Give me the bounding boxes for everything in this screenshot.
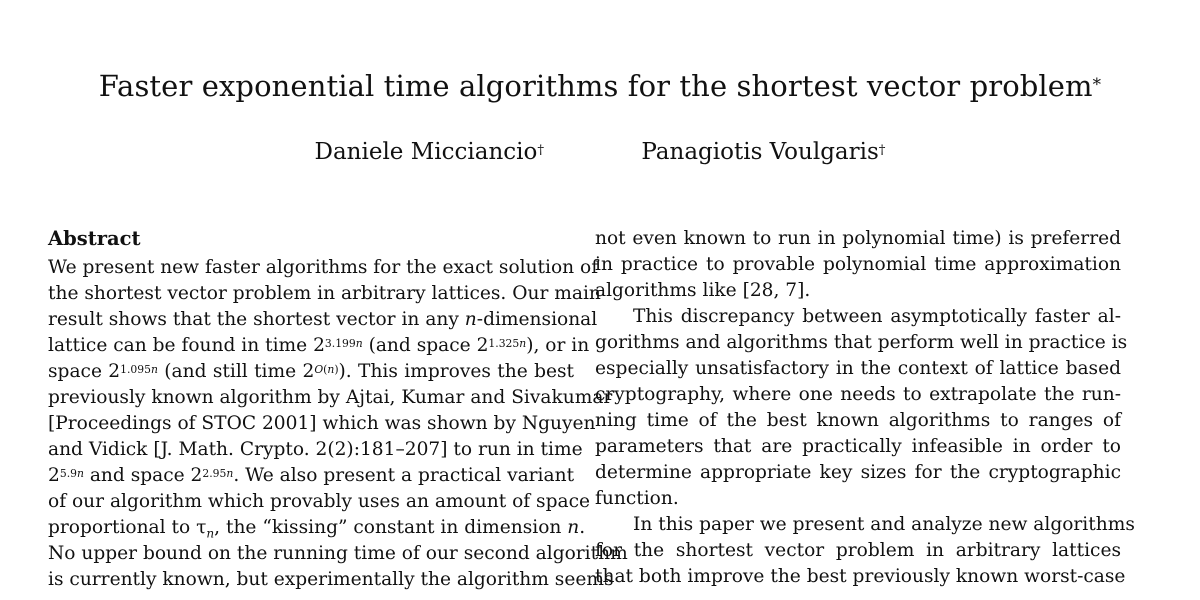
text-line: $2^{5.9n}$ and space $2^{2.95n}$. We also present a practical variant xyxy=(48,465,575,486)
text-line: In this paper we present and analyze new algorithms xyxy=(633,514,1135,535)
text-line: previously known algorithm by Ajtai, Kumar and Sivakumar xyxy=(48,387,613,408)
text-line: This discrepancy between asymptotically faster al- xyxy=(633,306,1121,327)
text-line: function. xyxy=(595,488,679,509)
paper-title xyxy=(0,66,1200,106)
text-line: in practice to provable polynomial time approximation xyxy=(595,254,1121,275)
text-line: algorithms like [28, 7]. xyxy=(595,280,811,301)
text-line: [Proceedings of STOC 2001] which was shown by Nguyen xyxy=(48,413,596,434)
title-footnote-mark: * xyxy=(1092,74,1102,95)
text-line: lattice can be found in time $2^{3.199n}$ (and space $2^{1.325n}$), or in xyxy=(48,335,590,356)
text-line: especially unsatisfactory in the context of lattice based xyxy=(595,358,1121,379)
author-footnote-mark: † xyxy=(878,143,886,159)
text-line: and Vidick [J. Math. Crypto. 2(2):181–207] to run in time xyxy=(48,439,583,460)
text-line: not even known to run in polynomial time) is preferred xyxy=(595,228,1121,249)
text-line: of our algorithm which provably uses an amount of space xyxy=(48,491,591,512)
author-name: Panagiotis Voulgaris xyxy=(641,139,879,165)
text-line: cryptography, where one needs to extrapolate the run- xyxy=(595,384,1121,405)
right-column xyxy=(595,226,1135,590)
text-line: is currently known, but experimentally the algorithm seems xyxy=(48,569,614,590)
introduction-body xyxy=(595,226,1135,590)
text-line: ning time of the best known algorithms to ranges of xyxy=(595,410,1121,431)
author-micciancio xyxy=(315,136,545,168)
author-footnote-mark: † xyxy=(537,143,545,159)
abstract-heading: Abstract xyxy=(48,227,141,250)
left-column xyxy=(48,226,628,593)
paper-title-text: Faster exponential time algorithms for the shortest vector problem xyxy=(98,69,1093,103)
text-line: the shortest vector problem in arbitrary lattices. Our main xyxy=(48,283,601,304)
text-line: space $2^{1.095n}$ (and still time $2^{O(n)}$). This improves the best xyxy=(48,361,574,382)
text-line: determine appropriate key sizes for the cryptographic xyxy=(595,462,1121,483)
text-line: No upper bound on the running time of our second algorithm xyxy=(48,543,628,564)
text-line: result shows that the shortest vector in any n-dimensional xyxy=(48,309,598,330)
author-list xyxy=(0,136,1200,168)
author-name: Daniele Micciancio xyxy=(314,139,538,165)
text-line: that both improve the best previously known worst-case xyxy=(595,566,1126,587)
abstract-body xyxy=(48,255,628,593)
author-voulgaris xyxy=(641,136,885,168)
text-line: parameters that are practically infeasible in order to xyxy=(595,436,1121,457)
text-line: proportional to $\tau_n$, the “kissing” constant in dimension n. xyxy=(48,517,586,541)
text-line: We present new faster algorithms for the exact solution of xyxy=(48,257,599,278)
text-line: for the shortest vector problem in arbitrary lattices xyxy=(595,540,1121,561)
text-line: gorithms and algorithms that perform well in practice is xyxy=(595,332,1128,353)
